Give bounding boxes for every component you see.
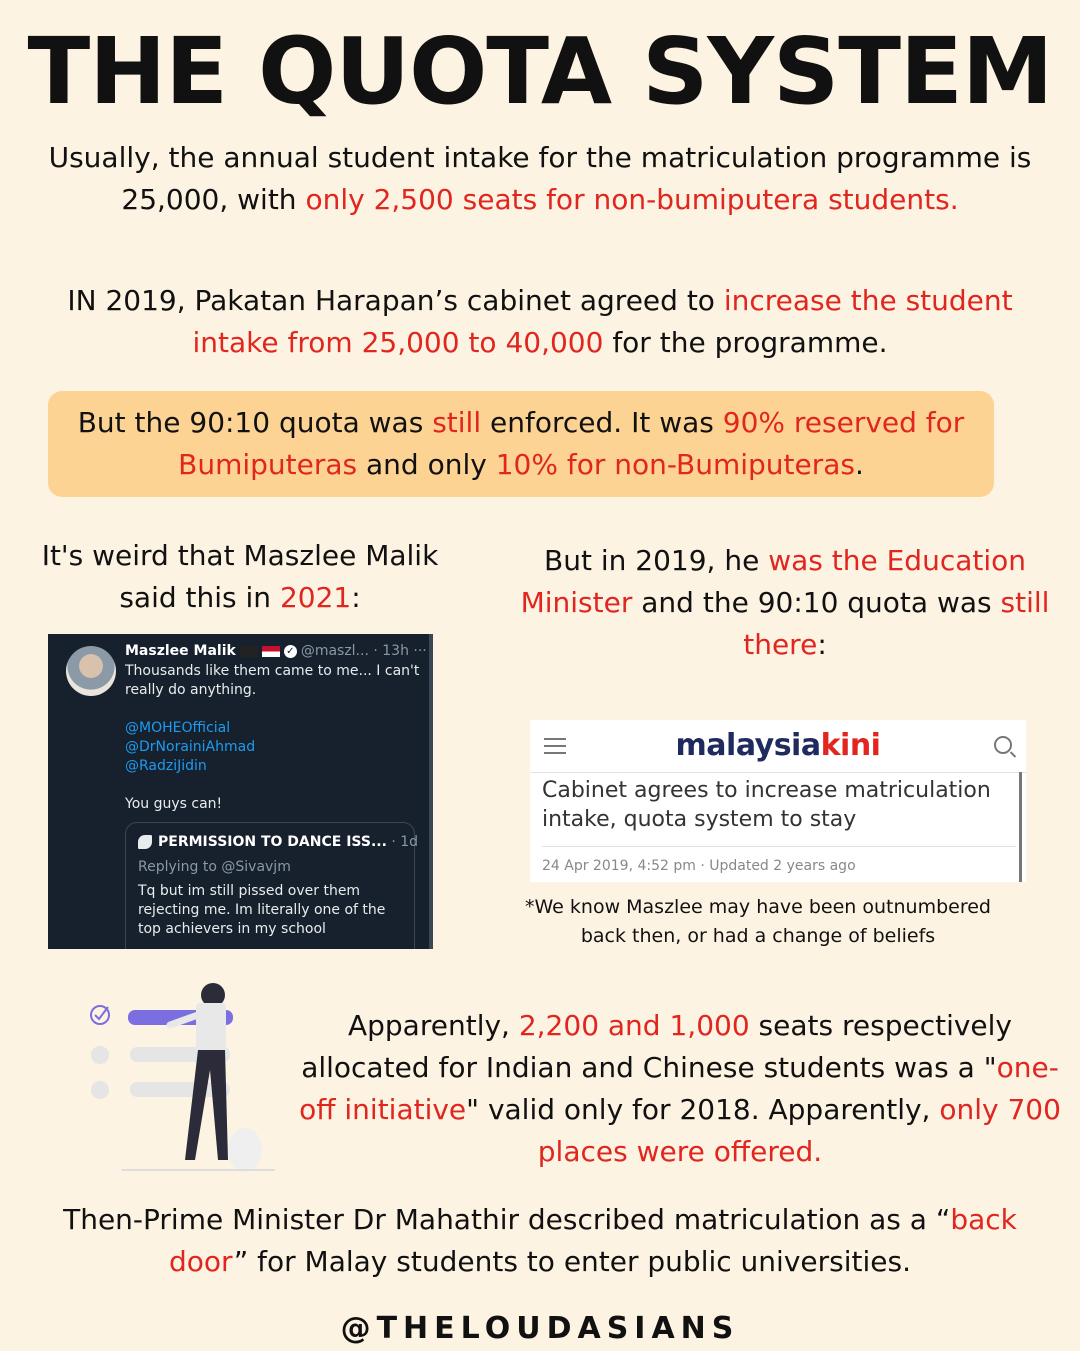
flag-icon <box>240 646 258 657</box>
quoted-tweet[interactable] <box>125 822 419 949</box>
tweet-handle: @maszl... · 13h ··· <box>300 643 427 659</box>
page-title: THE QUOTA SYSTEM <box>27 18 1053 125</box>
avatar <box>66 646 116 696</box>
news-article-card <box>530 720 1026 882</box>
mahathir-paragraph: Then-Prime Minister Dr Mahathir described matriculation as a “back door” for Malay students to enter public universities. <box>63 1203 1017 1278</box>
quoted-author: PERMISSION TO DANCE ISS... <box>158 834 387 850</box>
mention-link[interactable]: @DrNorainiAhmad <box>125 739 256 755</box>
quoted-reply-to: Replying to @Sivavjm <box>138 859 291 875</box>
tweet-closing: You guys can! <box>125 796 223 812</box>
one-off-paragraph: Apparently, 2,200 and 1,000 seats respectively allocated for Indian and Chinese students was a "one-off initiative" valid only for 2018. Apparently, only 700 places were offered. <box>299 1009 1061 1168</box>
quoted-text: Tq but im still pissed over them rejecting me. Im literally one of the top achievers in my school <box>138 883 386 937</box>
news-header-bar <box>530 720 1026 773</box>
cabinet-paragraph: IN 2019, Pakatan Harapan’s cabinet agreed to increase the student intake from 25,000 to 40,000 for the programme. <box>67 284 1013 359</box>
education-minister-paragraph: But in 2019, he was the Education Minister and the 90:10 quota was still there: <box>520 544 1050 661</box>
footnote: *We know Maszlee may have been outnumbered back then, or had a change of beliefs <box>525 896 991 947</box>
quoted-time: · 1d <box>386 834 419 850</box>
verified-icon: ✓ <box>284 645 297 658</box>
quota-paragraph: But the 90:10 quota was still enforced. It was 90% reserved for Bumiputeras and only 10% for non-Bumiputeras. <box>77 406 965 481</box>
malaysia-flag-icon <box>262 646 280 657</box>
mention-link[interactable]: @MOHEOfficial <box>125 720 231 736</box>
footer-handle: @THELOUDASIANS <box>340 1311 740 1346</box>
dancer-icon <box>138 835 152 849</box>
divider <box>542 846 1016 847</box>
search-icon[interactable] <box>994 736 1012 754</box>
person-checklist-illustration <box>80 975 280 1175</box>
scrollbar <box>1019 772 1022 882</box>
news-timestamp: 24 Apr 2019, 4:52 pm · Updated 2 years ago <box>542 858 856 874</box>
intake-paragraph: Usually, the annual student intake for the matriculation programme is 25,000, with only 2,500 seats for non-bumiputera students. <box>48 141 1032 216</box>
maszlee-paragraph: It's weird that Maszlee Malik said this in 2021: <box>41 539 439 614</box>
tweet-screenshot <box>48 634 433 949</box>
tweet-text: Thousands like them came to me... I can't really do anything. <box>125 663 420 698</box>
tweet-author: Maszlee Malik <box>125 643 236 659</box>
tweet-header <box>125 642 425 661</box>
mention-link[interactable]: @RadziJidin <box>125 758 207 774</box>
news-headline[interactable]: Cabinet agrees to increase matriculation intake, quota system to stay <box>542 778 991 832</box>
tweet-body <box>125 662 425 814</box>
scrollbar <box>429 634 433 949</box>
malaysiakini-logo: malaysiakini <box>675 728 881 763</box>
